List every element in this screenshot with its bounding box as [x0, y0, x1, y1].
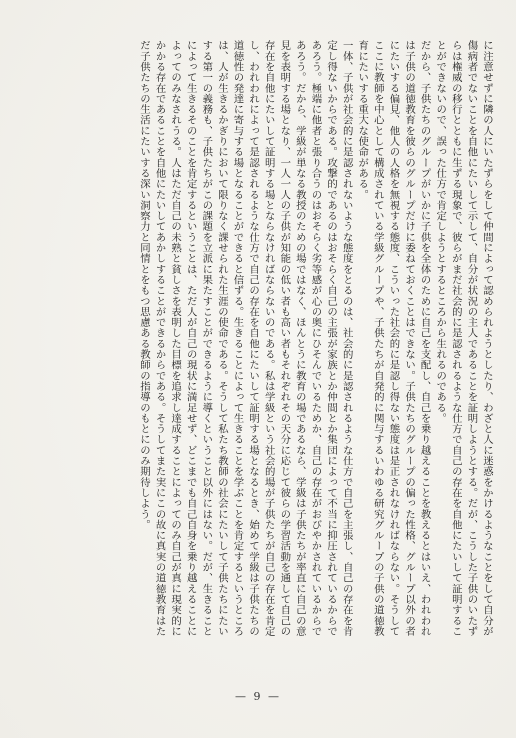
paragraph-3: 一体、子供が社会的に是認されないような態度をとるのは、社会的に是認されるような仕方で自己を主張し、自己の存在を肯定し得ないからである。攻撃的であるのはおそらく自己の主張が家族とか仲間とか集団によって不当に抑圧されているからであろう。極端に他者と張り合うのはおそらく劣等感が心の奥にひそんでいるためか、自己の存在がおびやかされているからであろう。だから、学級が単なる教授のための場ではなく、ほんとうに教育の場であるなら、学級は子供たちが率直に自己の意見を表明する場となり、一人一人の子供が知能の低い者も高い者もそれぞれその天分に応じて彼らの学習活動を通して自己の存在を自他にたいして証明する場とならなければならないのである。私は学級という社会的場が子供たちが自己の存在を肯定し、われわれによって是認されるような仕方で自己の存在を自他にたいして証明する場となるとき、始めて学級は子供たちの道徳性の発達に寄与する場となることができると信ずる。生きることによって生きることを学ぶことを肯定するというところは、人が生きるかぎりにおいて限りなく課せられた生涯の使命である。そうして私たち教師の社会にたいして子供たちにたいする第一の義務も、子供たちがこの課題を立派に果たすことができるように導くということ以外にはない。だが、生きることによって生きるそのことを肯定するということは、ただ人が自己の現状に満足せず、どこまでも自己自身を乗り越えることによってのみなされうる。人はただ自己の未熟と貧しさを表明した目標を追求し達成することによってのみ自己が真に現実的にかかる存在であることを自他にたいしてあかしすることができるからである。そうしてまた実にこの故に真実の道徳教育はただ子供たちの生活にたいする深い洞察力と同情とをもつ思慮ある教師の指導のもとにのみ期待しよう。 [137, 40, 353, 637]
paragraph-1: に注意せずに隣の人にいたずらをして仲間によって認められようとしたり、わざと人に迷惑をかけるようなことをして自分が傷病者でないことを自他にたいして示して、自分が状況の主人であることを証明しようとする。だが、こうした子供のいたずらは権威の移行とともに生ずる現象で、彼らがまだ社会的に是認されるような仕方で自己の存在を自他にたいして証明することができないので、誤った仕方で肯定しようとするところから生れるのである。 [434, 40, 493, 637]
body-text-block [42, 40, 494, 645]
vertical-text-column [42, 40, 494, 645]
paragraph-2: だから、子供たちのグループがいかに子供を全体のために自己を支配し、自己を乗り越えることを教えるとはいえ、われわれは子供の道徳教育を彼らのグループだけに委ねておくことはできない。子供たちのグループの偏った性格、グループ以外の者にたいする偏見、他人の人格を無視する態度、こういった社会的に是認し得ない態度は是正されなければならない。そうしてここに教師を中心として構成されている学級グループや、子供たちが自発的に関与するいわゆる研究グループの子供の道徳教育にたいする重大な使命がある。 [356, 40, 431, 637]
page-number: — 9 — [235, 690, 281, 703]
